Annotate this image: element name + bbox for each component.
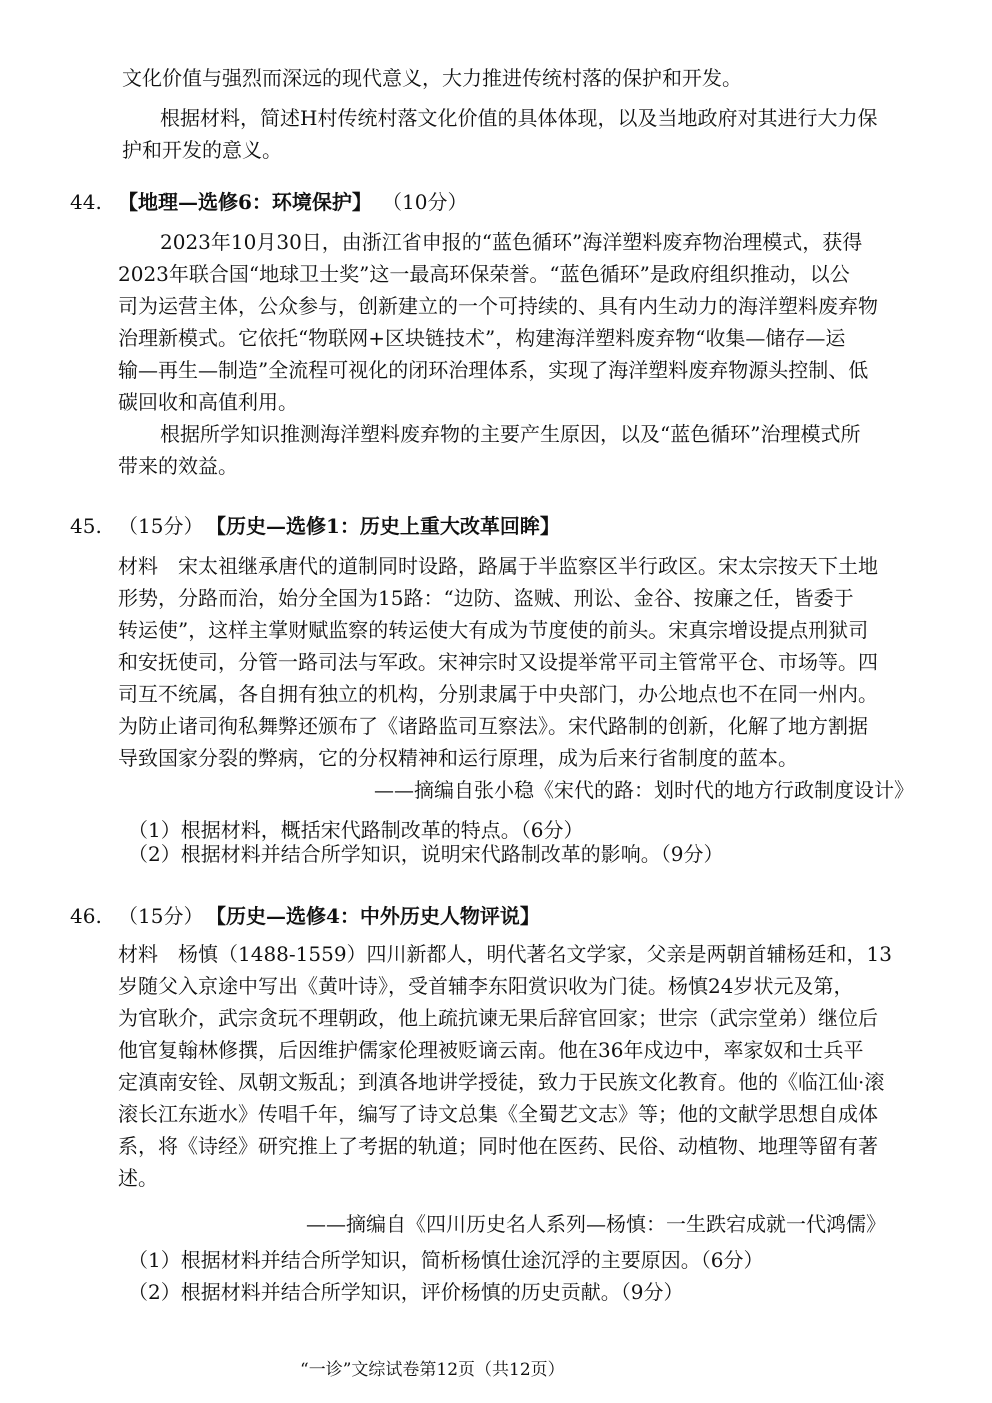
q45-material-line: 和安抚使司，分管一路司法与军政。宋神宗时又设提举常平司主管常平仓、市场等。四: [118, 650, 878, 674]
q46-header: 【历史—选修4：中外历史人物评说】: [206, 904, 540, 928]
q44-prompt-line: 根据所学知识推测海洋塑料废弃物的主要产生原因，以及“蓝色循环”治理模式所: [160, 422, 861, 446]
q45-header: 【历史—选修1：历史上重大改革回眸】: [206, 514, 560, 538]
q46-number: 46.: [70, 904, 102, 928]
q45-source: ——摘编自张小稳《宋代的路：划时代的地方行政制度设计》: [374, 778, 914, 802]
q43-text-line: 文化价值与强烈而深远的现代意义，大力推进传统村落的保护和开发。: [122, 66, 742, 90]
page-footer: “一诊”文综试卷第12页（共12页）: [300, 1360, 565, 1380]
q46-material-line: 述。: [118, 1166, 158, 1190]
q45-material-line: 司互不统属，各自拥有独立的机构，分别隶属于中央部门，办公地点也不在同一州内。: [118, 682, 878, 706]
q46-subquestion-1: （1）根据材料并结合所学知识，简析杨慎仕途沉浮的主要原因。（6分）: [128, 1248, 764, 1272]
q46-material-line: 系，将《诗经》研究推上了考据的轨道；同时他在医药、民俗、动植物、地理等留有著: [118, 1134, 878, 1158]
q46-score: （15分）: [118, 904, 204, 928]
q45-number: 45.: [70, 514, 102, 538]
q44-material-line: 碳回收和高值利用。: [118, 390, 298, 414]
q45-subquestion-1: （1）根据材料，概括宋代路制改革的特点。（6分）: [128, 818, 584, 842]
q45-score: （15分）: [118, 514, 204, 538]
q46-subquestion-2: （2）根据材料并结合所学知识，评价杨慎的历史贡献。（9分）: [128, 1280, 684, 1304]
q45-subquestion-2: （2）根据材料并结合所学知识，说明宋代路制改革的影响。（9分）: [128, 842, 724, 866]
q46-material-line: 定滇南安铨、凤朝文叛乱；到滇各地讲学授徒，致力于民族文化教育。他的《临江仙·滚: [118, 1070, 885, 1094]
q46-source: ——摘编自《四川历史名人系列—杨慎：一生跌宕成就一代鸿儒》: [306, 1212, 886, 1236]
q44-material-line: 治理新模式。它依托“物联网+区块链技术”，构建海洋塑料废弃物“收集—储存—运: [118, 326, 846, 350]
q44-score: （10分）: [382, 190, 468, 214]
q45-material-line: 转运使”，这样主掌财赋监察的转运使大有成为节度使的前头。宋真宗增设提点刑狱司: [118, 618, 869, 642]
q45-material-line: 形势，分路而治，始分全国为15路：“边防、盗贼、刑讼、金谷、按廉之任，皆委于: [118, 586, 854, 610]
q45-material-line: 导致国家分裂的弊病，它的分权精神和运行原理，成为后来行省制度的蓝本。: [118, 746, 798, 770]
q43-prompt-line: 护和开发的意义。: [122, 138, 282, 162]
q44-prompt-line: 带来的效益。: [118, 454, 238, 478]
q45-material-line: 材料 宋太祖继承唐代的道制同时设路，路属于半监察区半行政区。宋太宗按天下土地: [118, 554, 878, 578]
q44-header: 【地理—选修6：环境保护】: [118, 190, 372, 214]
q44-material-line: 输—再生—制造”全流程可视化的闭环治理体系，实现了海洋塑料废弃物源头控制、低: [118, 358, 869, 382]
q45-material-line: 为防止诸司徇私舞弊还颁布了《诸路监司互察法》。宋代路制的创新，化解了地方割据: [118, 714, 868, 738]
q46-material-line: 滚长江东逝水》传唱千年，编写了诗文总集《全蜀艺文志》等；他的文献学思想自成体: [118, 1102, 878, 1126]
q44-material-line: 2023年10月30日，由浙江省申报的“蓝色循环”海洋塑料废弃物治理模式，获得: [160, 230, 863, 254]
q44-material-line: 2023年联合国“地球卫士奖”这一最高环保荣誉。“蓝色循环”是政府组织推动，以公: [118, 262, 850, 286]
q44-material-line: 司为运营主体，公众参与，创新建立的一个可持续的、具有内生动力的海洋塑料废弃物: [118, 294, 878, 318]
q43-prompt-line: 根据材料，简述H村传统村落文化价值的具体体现，以及当地政府对其进行大力保: [160, 106, 878, 130]
q44-number: 44.: [70, 190, 102, 214]
q46-material-line: 岁随父入京途中写出《黄叶诗》，受首辅李东阳赏识收为门徒。杨慎24岁状元及第，: [118, 974, 854, 998]
q46-material-line: 为官耿介，武宗贪玩不理朝政，他上疏抗谏无果后辞官回家；世宗（武宗堂弟）继位后: [118, 1006, 878, 1030]
q46-material-line: 他官复翰林修撰，后因维护儒家伦理被贬谪云南。他在36年戍边中，率家奴和士兵平: [118, 1038, 864, 1062]
q46-material-line: 材料 杨慎（1488-1559）四川新都人，明代著名文学家，父亲是两朝首辅杨廷和，13: [118, 942, 893, 966]
